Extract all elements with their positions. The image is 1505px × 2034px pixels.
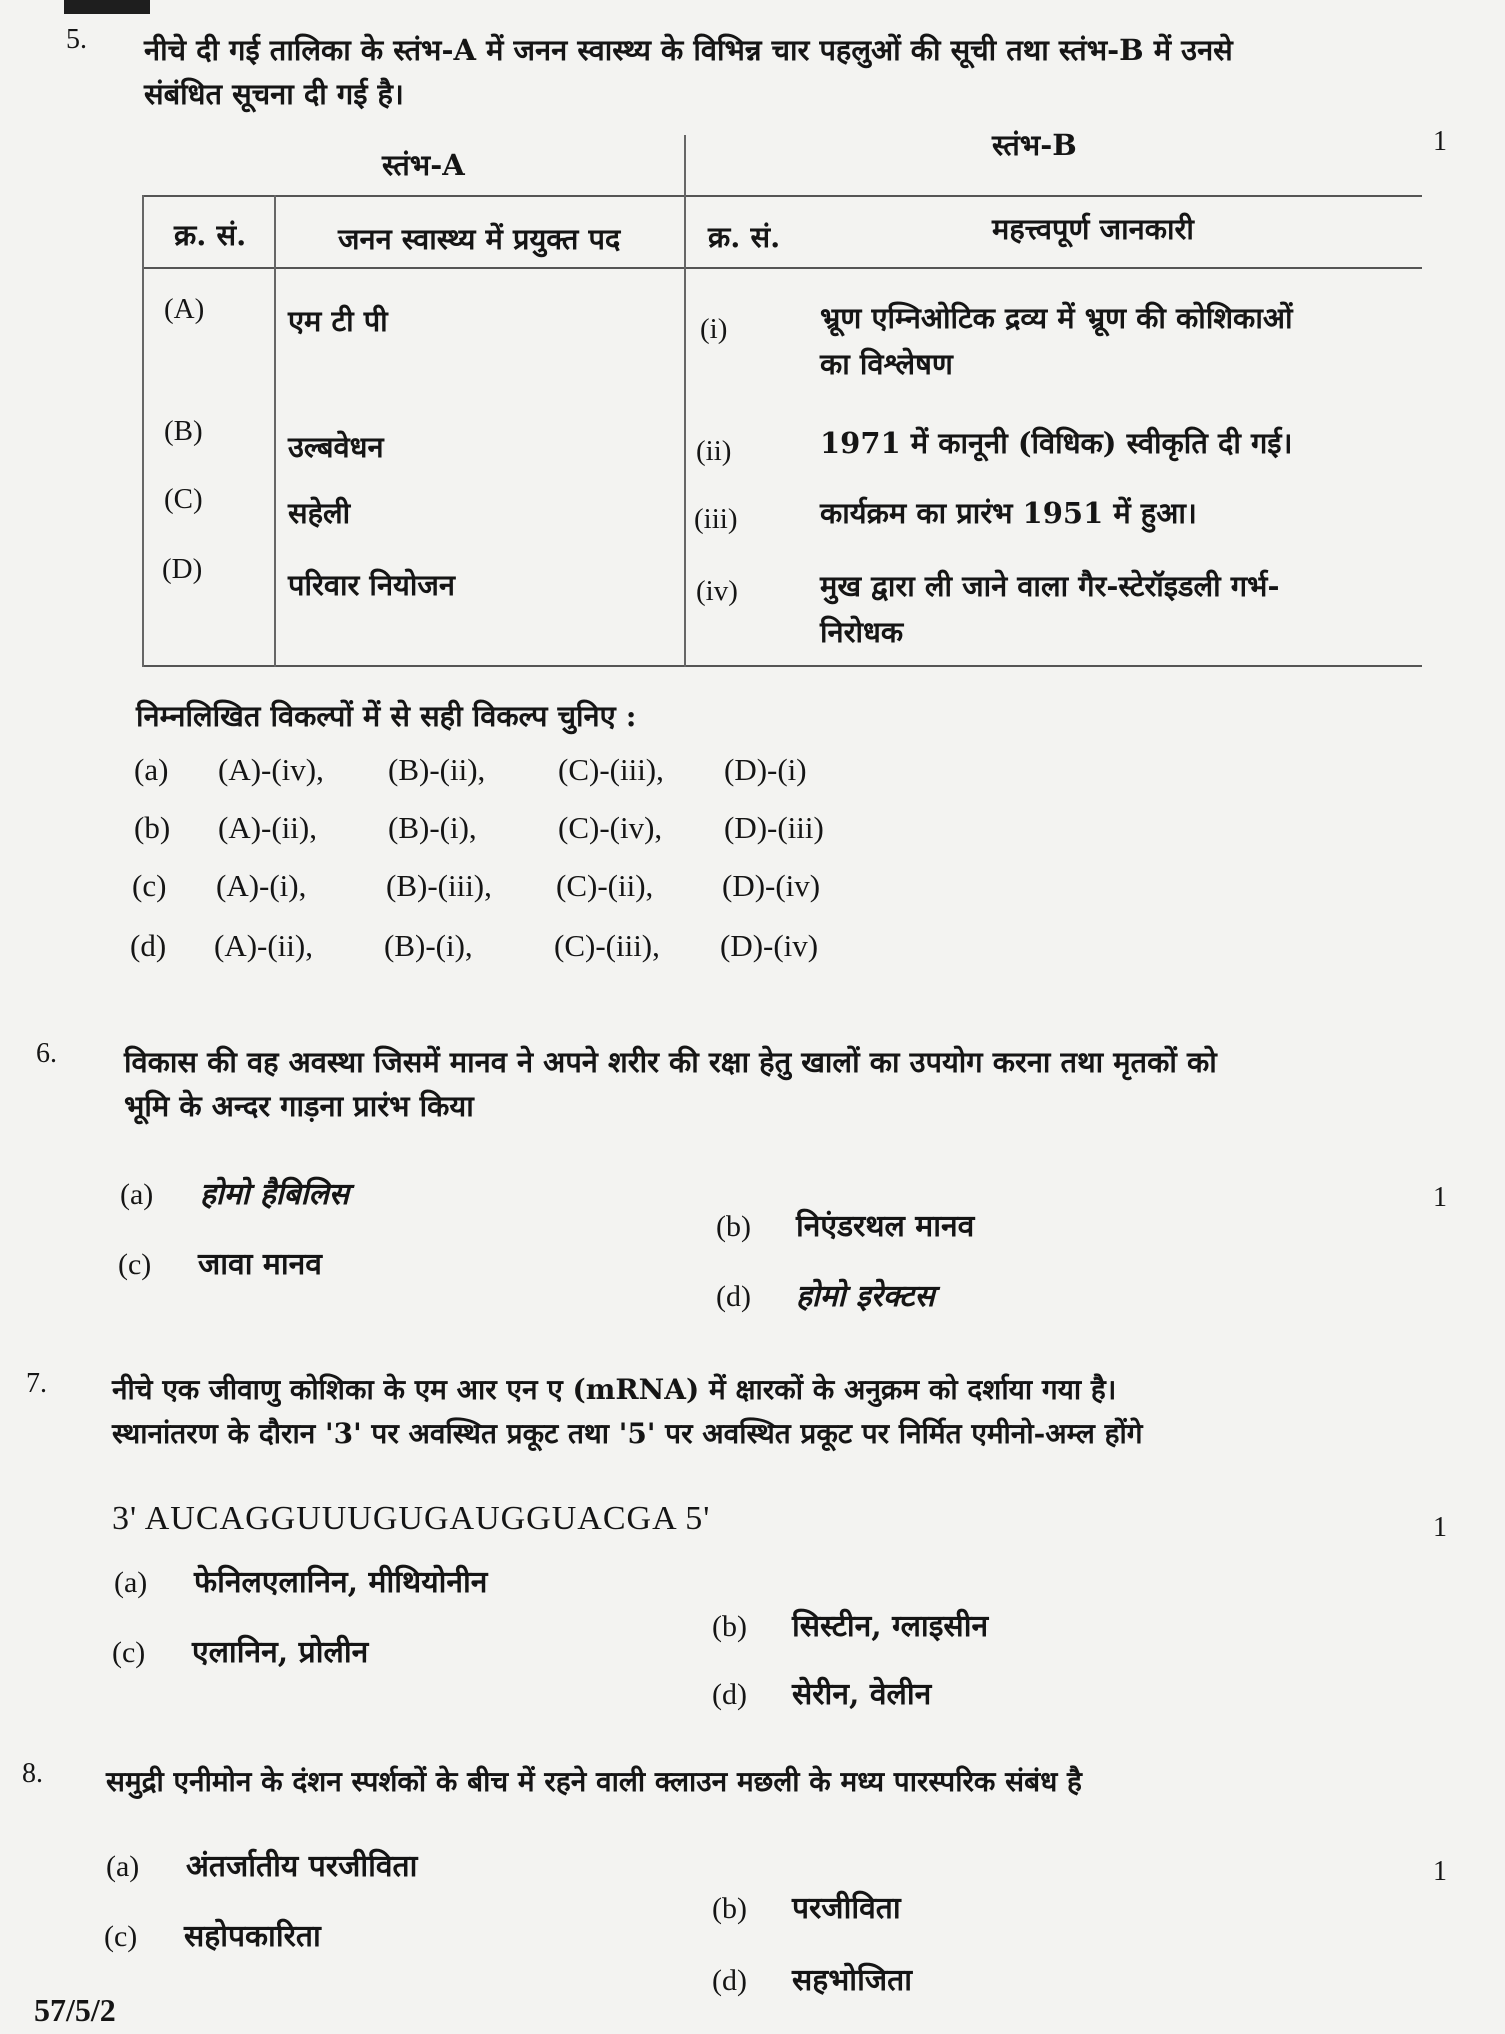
option-label: (b) bbox=[712, 1892, 747, 1925]
option-label: (a) bbox=[134, 752, 169, 787]
q7-marks: 1 bbox=[1433, 1512, 1447, 1543]
q6-option-b bbox=[716, 1204, 974, 1245]
option-text: सहोपकारिता bbox=[184, 1919, 321, 1954]
match-pair: (B)-(i), bbox=[388, 810, 477, 845]
option-text: निएंडरथल मानव bbox=[796, 1209, 975, 1244]
paper-code: 57/5/2 bbox=[34, 1992, 116, 2028]
option-label: (a) bbox=[106, 1850, 140, 1883]
match-pair: (D)-(iii) bbox=[724, 810, 824, 845]
option-text: अंतर्जातीय परजीविता bbox=[186, 1849, 418, 1884]
match-pair: (C)-(iii), bbox=[554, 928, 660, 963]
q8-marks: 1 bbox=[1433, 1856, 1447, 1887]
option-text: होमो हैबिलिस bbox=[200, 1177, 350, 1212]
q5-text-line2: संबंधित सूचना दी गई है। bbox=[144, 77, 404, 111]
row-a-info-line2: का विश्लेषण bbox=[820, 347, 953, 381]
q7-text-line2: स्थानांतरण के दौरान '3' पर अवस्थित प्रकूट तथा '5' पर अवस्थित प्रकूट पर निर्मित एमीनो-अम्ल होंगे bbox=[112, 1417, 1143, 1450]
option-text: परजीविता bbox=[792, 1891, 901, 1926]
q8-option-b bbox=[712, 1886, 901, 1927]
header-sno-a: क्र. सं. bbox=[174, 218, 247, 252]
row-a-term: एम टी पी bbox=[288, 304, 388, 338]
option-label: (c) bbox=[112, 1636, 146, 1669]
q6-marks: 1 bbox=[1433, 1182, 1447, 1213]
option-label: (d) bbox=[712, 1964, 747, 1997]
match-pair: (C)-(iv), bbox=[558, 810, 663, 845]
table-rule bbox=[684, 135, 686, 667]
q5-text-line1: नीचे दी गई तालिका के स्तंभ-A में जनन स्वास्थ्य के विभिन्न चार पहलुओं की सूची तथा स्तंभ-B में उनसे bbox=[144, 33, 1233, 67]
table-rule bbox=[142, 195, 1422, 197]
q5-text bbox=[144, 28, 1434, 116]
q6-option-a bbox=[120, 1172, 349, 1213]
q8-option-c bbox=[104, 1914, 321, 1955]
option-label: (a) bbox=[114, 1566, 148, 1599]
option-label: (b) bbox=[134, 810, 171, 845]
q7-option-b bbox=[712, 1604, 988, 1645]
q6-text-line2: भूमि के अन्दर गाड़ना प्रारंभ किया bbox=[124, 1089, 474, 1123]
q6-option-d bbox=[716, 1274, 935, 1315]
option-label: (d) bbox=[130, 928, 167, 963]
option-label: (b) bbox=[712, 1610, 747, 1643]
table-rule bbox=[142, 665, 1422, 667]
q5-marks: 1 bbox=[1433, 126, 1447, 157]
q7-text-line1: नीचे एक जीवाणु कोशिका के एम आर एन ए (mRNA) में क्षारकों के अनुक्रम को दर्शाया गया है। bbox=[112, 1373, 1117, 1406]
row-c-bno: (iii) bbox=[694, 503, 738, 535]
q7-option-d bbox=[712, 1672, 931, 1713]
row-d-term: परिवार नियोजन bbox=[288, 568, 455, 602]
q6-text bbox=[124, 1040, 1434, 1128]
column-a-title: स्तंभ-A bbox=[382, 148, 465, 182]
row-a-info-line1: भ्रूण एम्निओटिक द्रव्य में भ्रूण की कोशिकाओं bbox=[820, 301, 1293, 335]
option-label: (b) bbox=[716, 1210, 751, 1243]
match-pair: (D)-(i) bbox=[724, 752, 807, 787]
match-pair: (A)-(i), bbox=[216, 868, 307, 903]
row-d-info-line1: मुख द्वारा ली जाने वाला गैर-स्टेरॉइडली गर्भ- bbox=[820, 569, 1280, 603]
match-pair: (B)-(iii), bbox=[386, 868, 492, 903]
row-d-info bbox=[820, 563, 1400, 655]
option-text: फेनिलएलानिन, मीथियोनीन bbox=[194, 1565, 488, 1600]
q6-option-c bbox=[118, 1242, 322, 1283]
row-d-bno: (iv) bbox=[696, 575, 738, 607]
q8-number: 8. bbox=[22, 1758, 43, 1789]
q5-choose-instruction: निम्नलिखित विकल्पों में से सही विकल्प चुनिए : bbox=[136, 699, 637, 733]
q8-option-d bbox=[712, 1958, 912, 1999]
column-b-title: स्तंभ-B bbox=[992, 128, 1077, 162]
header-sno-b: क्र. सं. bbox=[708, 220, 781, 254]
q7-text bbox=[112, 1368, 1442, 1456]
match-pair: (C)-(ii), bbox=[556, 868, 654, 903]
option-text: सेरीन, वेलीन bbox=[792, 1677, 932, 1712]
table-rule bbox=[142, 195, 144, 667]
option-text: एलानिन, प्रोलीन bbox=[192, 1635, 369, 1670]
q7-option-a bbox=[114, 1560, 487, 1601]
q5-match-table bbox=[142, 128, 1422, 670]
match-pair: (A)-(iv), bbox=[218, 752, 324, 787]
row-d-info-line2: निरोधक bbox=[820, 615, 904, 649]
row-b-bno: (ii) bbox=[696, 435, 732, 467]
row-b-no: (B) bbox=[164, 415, 203, 447]
q7-number: 7. bbox=[26, 1368, 47, 1399]
row-b-term: उल्बवेधन bbox=[288, 430, 384, 464]
row-a-bno: (i) bbox=[700, 313, 728, 345]
header-info: महत्त्वपूर्ण जानकारी bbox=[992, 212, 1194, 246]
row-c-info: कार्यक्रम का प्रारंभ 1951 में हुआ। bbox=[820, 496, 1197, 530]
match-pair: (C)-(iii), bbox=[558, 752, 664, 787]
option-label: (d) bbox=[716, 1280, 751, 1313]
page-header-tab bbox=[64, 0, 150, 14]
match-pair: (B)-(i), bbox=[384, 928, 473, 963]
q8-option-a bbox=[106, 1844, 417, 1885]
match-pair: (A)-(ii), bbox=[214, 928, 313, 963]
option-label: (c) bbox=[132, 868, 167, 903]
table-rule bbox=[142, 267, 1422, 269]
q5-number: 5. bbox=[66, 24, 87, 55]
row-a-no: (A) bbox=[164, 293, 205, 325]
q6-text-line1: विकास की वह अवस्था जिसमें मानव ने अपने शरीर की रक्षा हेतु खालों का उपयोग करना तथा मृतकों को bbox=[124, 1045, 1217, 1079]
match-pair: (B)-(ii), bbox=[388, 752, 486, 787]
option-text: सहभोजिता bbox=[792, 1963, 912, 1998]
q7-mrna-sequence: 3' AUCAGGUUUGUGAUGGUACGA 5' bbox=[112, 1500, 711, 1537]
row-c-no: (C) bbox=[164, 483, 203, 515]
q6-number: 6. bbox=[36, 1038, 57, 1069]
option-text: होमो इरेक्टस bbox=[796, 1279, 935, 1314]
option-text: सिस्टीन, ग्लाइसीन bbox=[792, 1609, 989, 1644]
row-a-info bbox=[820, 295, 1400, 387]
option-text: जावा मानव bbox=[198, 1247, 322, 1282]
option-label: (a) bbox=[120, 1178, 154, 1211]
option-label: (c) bbox=[104, 1920, 138, 1953]
match-pair: (D)-(iv) bbox=[720, 928, 819, 963]
option-label: (d) bbox=[712, 1678, 747, 1711]
q7-option-c bbox=[112, 1630, 368, 1671]
q8-text: समुद्री एनीमोन के दंशन स्पर्शकों के बीच में रहने वाली क्लाउन मछली के मध्य पारस्परिक संबंध है bbox=[106, 1765, 1082, 1798]
option-label: (c) bbox=[118, 1248, 152, 1281]
match-pair: (A)-(ii), bbox=[218, 810, 317, 845]
match-pair: (D)-(iv) bbox=[722, 868, 821, 903]
row-c-term: सहेली bbox=[288, 496, 351, 530]
table-rule bbox=[274, 195, 276, 667]
row-b-info: 1971 में कानूनी (विधिक) स्वीकृति दी गई। bbox=[820, 426, 1293, 460]
row-d-no: (D) bbox=[162, 553, 203, 585]
header-term: जनन स्वास्थ्य में प्रयुक्त पद bbox=[338, 222, 621, 256]
